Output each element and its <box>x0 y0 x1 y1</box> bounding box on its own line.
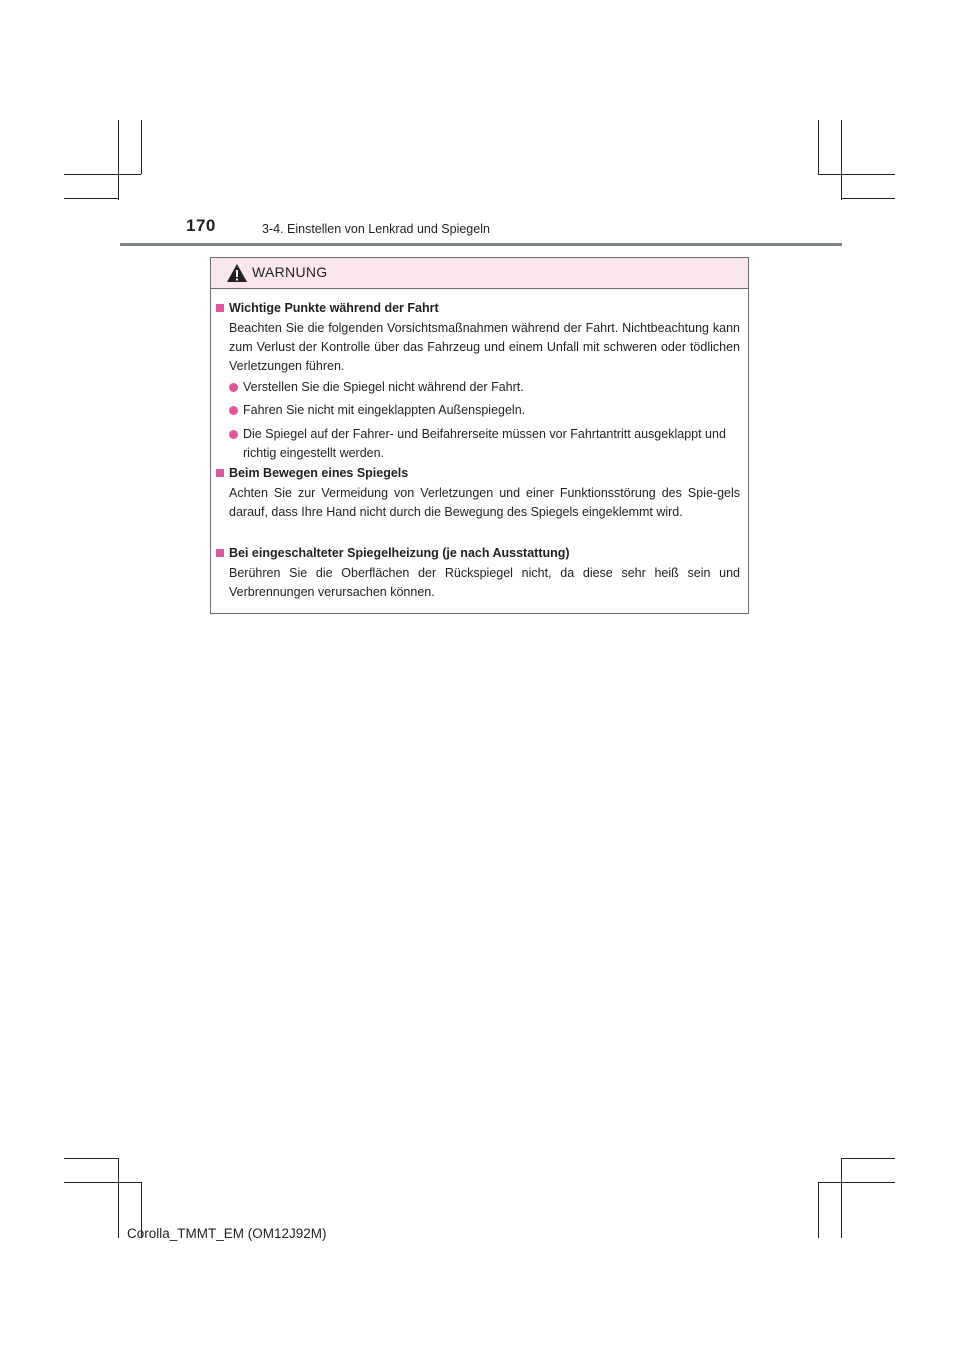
page-number: 170 <box>186 216 216 235</box>
section-body: Berühren Sie die Oberflächen der Rückspiegel nicht, da diese sehr heiß sein und Verbrennungen verursachen können. <box>229 566 740 599</box>
warning-triangle-icon <box>226 263 248 283</box>
crop-mark <box>841 1158 842 1238</box>
header-rule <box>120 243 842 246</box>
section-title: 3-4. Einstellen von Lenkrad und Spiegeln <box>262 222 490 236</box>
bullet-dot-icon <box>229 406 238 415</box>
crop-mark <box>64 198 118 199</box>
warning-title: WARNUNG <box>252 264 328 280</box>
crop-mark <box>841 198 895 199</box>
crop-mark <box>818 120 819 174</box>
crop-mark <box>818 1182 895 1183</box>
square-bullet-icon <box>216 549 224 557</box>
crop-mark <box>841 1158 895 1159</box>
warning-box <box>210 257 749 614</box>
crop-mark <box>841 120 842 200</box>
section-body: Achten Sie zur Vermeidung von Verletzungen und einer Funktionsstörung des Spie-gels darauf, dass Ihre Hand nicht durch die Bewegung des Spiegels eingeklemmt wird. <box>229 486 740 519</box>
crop-mark <box>64 1158 118 1159</box>
crop-mark <box>818 1182 819 1238</box>
square-bullet-icon <box>216 469 224 477</box>
warning-header <box>211 258 748 289</box>
crop-mark <box>118 120 119 200</box>
crop-mark <box>118 1158 119 1238</box>
square-bullet-icon <box>216 304 224 312</box>
warning-body: Wichtige Punkte während der Fahrt Beachten Sie die folgenden Vorsichtsmaßnahmen während der Fahrt. Nichtbeachtung kann zum Verlust der Kontrolle über das Fahrzeug und einem Unfall mit schweren oder tödlichen Verletzungen führen. Verstellen Sie die Spiegel nicht während der Fahrt. Fahren Sie nicht mit eingeklappten Außenspiegeln. Die Spiegel auf der Fahrer- und Beifahrerseite müssen vor Fahrtantritt ausgeklappt und richtig eingestellt werden. Beim Bewegen eines Spiegels Achten Sie zur Vermeidung von Verletzungen und einer Funktionsstörung des Spie-gels darauf, dass Ihre Hand nicht durch die Bewegung des Spiegels eingeklemmt wird. Bei eingeschalteter Spiegelheizung (je nach Ausstattung) Berühren Sie die Oberflächen der Rückspiegel nicht, da diese sehr heiß sein und Verbrennungen verursachen können. <box>211 289 748 613</box>
crop-mark <box>64 1182 141 1183</box>
section-body: Beachten Sie die folgenden Vorsichtsmaßnahmen während der Fahrt. Nichtbeachtung kann zum Verlust der Kontrolle über das Fahrzeug und einem Unfall mit schweren oder tödlichen Verletzungen führen. <box>229 321 740 373</box>
bullet-dot-icon <box>229 383 238 392</box>
crop-mark <box>141 120 142 174</box>
bullet-dot-icon <box>229 430 238 439</box>
crop-mark <box>818 174 895 175</box>
crop-mark <box>64 174 141 175</box>
footer-doc-id: Corolla_TMMT_EM (OM12J92M) <box>127 1226 327 1241</box>
